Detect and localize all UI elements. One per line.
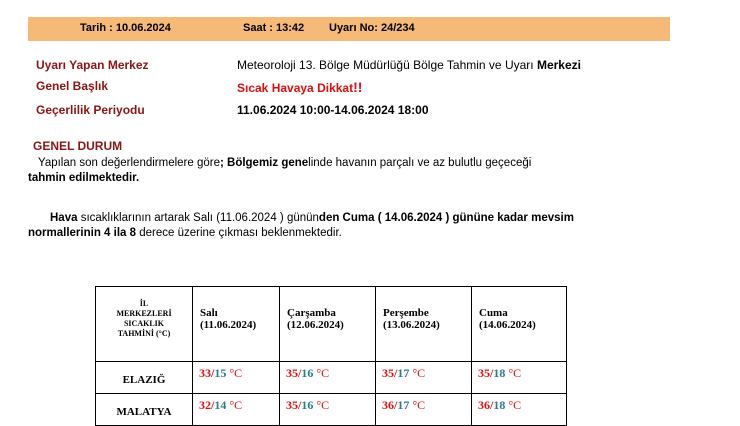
column-header: Cuma (14.06.2024) [472,287,567,362]
corner-header: İL MERKEZLERİ SICAKLIK TAHMİNİ (°C) [96,287,193,362]
center-value: Meteoroloji 13. Bölge Müdürlüğü Bölge Tahmin ve Uyarı Merkezi [237,58,581,72]
city-name: ELAZIĞ [96,362,193,394]
title-label: Genel Başlık [36,79,109,93]
temp-cell: 36/18 °C [472,394,567,426]
date-text: Tarih : 10.06.2024 [80,22,171,34]
general-paragraph-1: Yapılan son değerlendirmelere göre; Bölgemiz genelinde havanın parçalı ve az bulutlu geçeceği tahmin edilmektedir. [28,157,532,184]
temp-cell: 35/17 °C [376,362,472,394]
temp-cell: 35/16 °C [280,362,376,394]
column-header: Salı (11.06.2024) [193,287,280,362]
temp-cell: 33/15 °C [193,362,280,394]
city-name: MALATYA [96,394,193,426]
period-value: 11.06.2024 10:00-14.06.2024 18:00 [237,103,429,117]
time-text: Saat : 13:42 [243,22,305,34]
temp-cell: 35/16 °C [280,394,376,426]
general-heading: GENEL DURUM [33,139,123,153]
temp-cell: 35/18 °C [472,362,567,394]
warning-number: Uyarı No: 24/234 [329,22,415,34]
column-header: Perşembe (13.06.2024) [376,287,472,362]
header-bar [28,17,670,41]
temperature-table [95,286,567,426]
title-value: Sıcak Havaya Dikkat!! [237,79,363,95]
period-label: Geçerlilik Periyodu [36,103,145,117]
temp-cell: 36/17 °C [376,394,472,426]
temp-cell: 32/14 °C [193,394,280,426]
center-label: Uyarı Yapan Merkez [36,58,149,72]
general-paragraph-2: Hava sıcaklıklarının artarak Salı (11.06.2024 ) gününden Cuma ( 14.06.2024 ) gününe kadar mevsim normallerinin 4 ila 8 derece üzerine çıkması beklenmektedir. [28,212,574,239]
column-header: Çarşamba (12.06.2024) [280,287,376,362]
